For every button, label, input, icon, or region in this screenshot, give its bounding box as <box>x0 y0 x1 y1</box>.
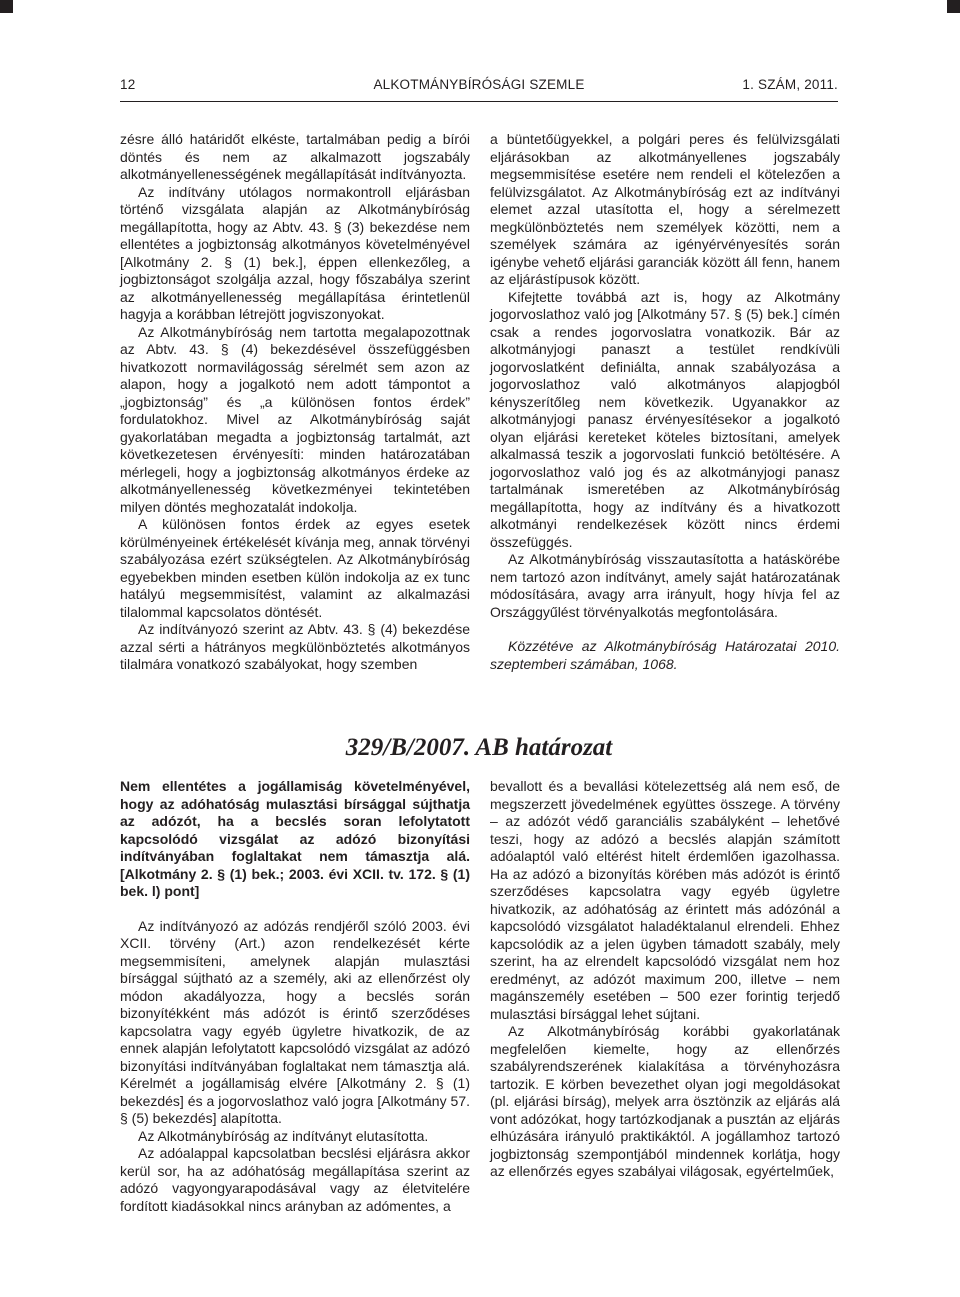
paragraph: a büntetőügyekkel, a polgári peres és felülvizsgálati eljárásokban az alkotmányellenes jogszabály megsemmisítése esetére nem rendeli el kötelezően a felülvizsgálatot. Az Alkotmánybíróság ezt az indítványi elemet azzal utasította el, hogy a sérelmezett megkülönböztetés nem személyek közötti, nem a személyek számára az igényérvényesítés során igénybe vehető eljárási garanciák között áll fenn, hanem az eljárástípusok között. <box>490 131 840 287</box>
paragraph: Az Alkotmánybíróság korábbi gyakorlatának megfelelően kiemelte, hogy az ellenőrzés szabályrendszerének kialakítása a törvényhozásra tartozik. E körben bevezethet olyan jogi megoldásokat (pl. eljárási bírság), melyek arra ösztönzik az eljárás alá vont adózókat, hogy tartózkodjanak a pusztán az eljárás elhúzására irányuló praktikáktól. A jogállamhoz tartozó jogbiztonság szempontjából mindennek korlátja, hogy az ellenőrzés egyes szabályai világosak, egyértelműek, <box>490 1023 840 1179</box>
column-1 <box>120 131 470 674</box>
decision-title: 329/B/2007. AB határozat <box>345 734 613 761</box>
paragraph: Kifejtette továbbá azt is, hogy az Alkotmány jogorvoslathoz való jog [Alkotmány 57. § (5) bek.] címén csak a rendes jogorvoslatra vonatkozik. Bár az alkotmányjogi panaszt a testület rendkívüli jogorvoslatként definiálta, annak szabályozása a jogorvoslathoz való alkotmányos alapjogból kényszerítőleg nem következik. Ugyanakkor az alkotmányjogi panasz érvényesítésekor a jogalkotó olyan eljárási kereteket köteles biztosítani, amelyek alkalmassá teszik a jogorvoslati funkció betöltésére. A jogorvoslathoz való jog és az alkotmányjogi panasz tartalmának ismeretében az Alkotmánybíróság megállapította, hogy az indítvány és a hivatkozott alkotmányi rendelkezések között nincs érdemi összefüggés. <box>490 288 840 550</box>
page-number: 12 <box>120 77 136 92</box>
paragraph: Az indítványozó szerint az Abtv. 43. § (4) bekezdése azzal sérti a hátrányos megkülönböztetés alkotmányos tilalmára vonatkozó szabályokat, hogy szemben <box>120 621 470 672</box>
paragraph: A különösen fontos érdek az egyes esetek körülményeinek értékelését kívánja meg, annak törvényi szabályozása ezért szükségtelen. Az Alkotmánybíróság egyebekben minden esetben külön indokolja az ex tunc hatályú megsemmisítést, valamint az alkalmazási tilalommal kapcsolatos döntését. <box>120 516 470 620</box>
publication-note: Közzétéve az Alkotmánybíróság Határozatai 2010. szeptemberi számában, 1068. <box>490 638 840 672</box>
paragraph: bevallott és a bevallási kötelezettség alá nem eső, de megszerzett jövedelmének együttes összege. A törvény – az adózót védő garanciális szabályként – lehetővé teszi, hogy az adózó a becslés alapján számított adóalaptól való eltérést hitelt érdemlően igazolhassa. Ha az adózó a bizonyítás körében más adózót is érintő szerződéses kapcsolatra vagy egyéb ügyletre hivatkozik, az adóhatóság az érintett más adózónál a kapcsolódó vizsgálatot haladéktalanul elrendeli. Ehhez kapcsolódik az a jelen ügyben támadott szabály, mely szerint, ha az elrendelt kapcsolódó vizsgálat nem hoz eredményt, az adózót maximum 200, illetve – nem magánszemély esetében – 500 ezer forintig terjedő mulasztási bírsággal lehet sújtani. <box>490 778 840 1022</box>
decision-summary: Nem ellentétes a jogállamiság követelményével, hogy az adóhatóság mulasztási bírsággal sújthatja az adózót, ha a becslés soran lefolytatott kapcsolódó vizsgálat az adózó bizonyítási indítványában foglaltakat nem támasztja alá. [Alkotmány 2. § (1) bek.; 2003. évi XCII. tv. 172. § (1) bek. l) pont] <box>120 778 470 899</box>
paragraph: zésre álló határidőt elkéste, tartalmában pedig a bírói döntés és nem az alkalmazott jogszabály alkotmányellenességének megállapítását indítványozta. <box>120 131 470 182</box>
paragraph: Az Alkotmánybíróság az indítványt elutasította. <box>138 1127 429 1144</box>
paragraph: Az Alkotmánybíróság visszautasította a hatáskörébe nem tartozó azon indítványt, amely saját határozatának módosítására, avagy arra irányult, hogy hívja fel az Országgyűlést törvényalkotás megfontolására. <box>490 551 840 620</box>
paragraph: Az indítvány utólagos normakontroll eljárásban történő vizsgálata alapján az Alkotmánybíróság megállapította, hogy az Abtv. 43. § (3) bekezdése nem ellentétes a jogbiztonság alkotmányos követelményével [Alkotmány 2. § (1) bek.], éppen ellenkezőleg, a jogbiztonságot szolgálja azzal, hogy főszabálya szerint az alkotmányellenesség megállapítása érintetlenül hagyja a korábban létrejött jogviszonyokat. <box>120 183 470 322</box>
crop-mark-top-right <box>947 0 960 13</box>
column-3 <box>120 778 470 1215</box>
crop-mark-top-left <box>0 0 13 13</box>
paragraph: Az indítványozó az adózás rendjéről szóló 2003. évi XCII. törvény (Art.) azon rendelkezését kérte megsemmisíteni, amelynek alapján mulasztási bírsággal sújtható az a személy, aki az ellenőrzést oly módon akadályozza, hogy a becslés során bizonyítékként más adózót is érintő szerződéses kapcsolatra vagy egyéb ügyletre hivatkozik, de az ennek alapján lefolytatott kapcsolódó vizsgálat az adózó bizonyítási indítványában foglaltakat nem támasztja alá. Kérelmét a jogállamiság elvére [Alkotmány 2. § (1) bekezdés] és a jogorvoslathoz való jogra [Alkotmány 57. § (5) bekezdés] alapította. <box>120 917 470 1126</box>
issue-label: 1. SZÁM, 2011. <box>742 77 838 92</box>
header-rule <box>120 101 838 102</box>
paragraph: Az Alkotmánybíróság nem tartotta megalapozottnak az Abtv. 43. § (4) bekezdésével összefüggésben hivatkozott normavilágosság sérelmét sem azon az alapon, hogy a jogalkotó nem adott támpontot a „jogbiztonság” és „a különösen fontos érdek” fordulatokhoz. Mivel az Alkotmánybíróság saját gyakorlatában megadta a jogbiztonság tartalmát, azt következetesen érvényesíti: minden határozatában mérlegeli, hogy a jogbiztonság alkotmányos érdeke az alkotmányellenesség következményei tekintetében milyen döntés meghozatalát indokolja. <box>120 323 470 515</box>
paragraph: Az adóalappal kapcsolatban becslési eljárásra akkor kerül sor, ha az adóhatóság megállapítása szerint az adózó vagyongyarapodásával vagy az életvitelére fordított kiadásokkal nincs arányban az adómentes, a <box>120 1145 470 1214</box>
column-4 <box>490 778 840 1181</box>
column-2 <box>490 131 840 673</box>
journal-title: ALKOTMÁNYBÍRÓSÁGI SZEMLE <box>373 77 585 92</box>
